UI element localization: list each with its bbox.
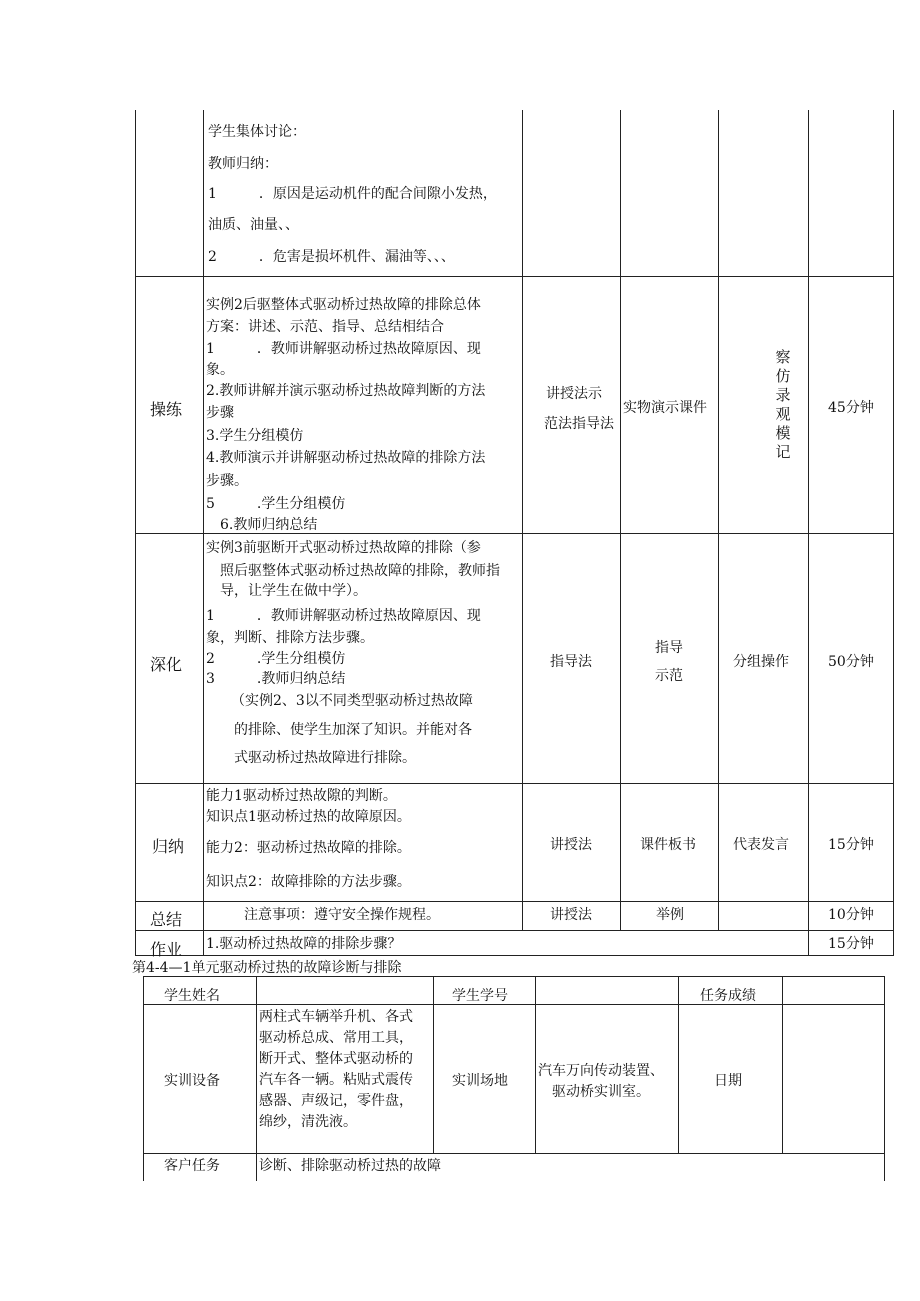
time-value: 15分钟: [828, 936, 874, 952]
grid-line: [135, 930, 894, 931]
content-line: 象。: [206, 362, 234, 378]
grid-line: [135, 955, 894, 956]
task-score-label: 任务成绩: [700, 988, 756, 1004]
time-value: 50分钟: [828, 654, 874, 670]
customer-task-label: 客户任务: [164, 1158, 220, 1174]
content-line: 注意事项：遵守安全操作规程。: [244, 907, 440, 923]
date-label: 日期: [714, 1073, 742, 1089]
content-line: 4.教师演示并讲解驱动桥过热故障的排除方法: [206, 450, 486, 466]
content-line: （实例2、3以不同类型驱动桥过热故障: [224, 693, 473, 709]
teaching-media: 指导: [655, 640, 683, 656]
content-line: 油质、油量、、: [208, 217, 299, 233]
content-line: 2 ．危害是损坏机件、漏油等、、、: [208, 249, 455, 265]
grid-line: [433, 976, 434, 1153]
grid-line: [884, 976, 885, 1181]
site-label: 实训场地: [452, 1073, 508, 1089]
grid-line: [143, 976, 144, 1181]
teaching-method: 讲授法示: [546, 386, 602, 402]
content-line: 实例3前驱断开式驱动桥过热故障的排除（参: [206, 540, 481, 556]
equipment-label: 实训设备: [164, 1073, 220, 1089]
grid-line: [135, 783, 894, 784]
content-line: 3.学生分组模仿: [206, 428, 304, 444]
content-line: 1 ．教师讲解驱动桥过热故障原因、现: [206, 608, 481, 624]
content-line: 导，让学生在做中学）。: [206, 583, 367, 599]
content-line: 1.驱动桥过热故障的排除步骤？: [206, 936, 402, 952]
student-activity: 察仿录观模记: [775, 348, 791, 461]
equipment-line: 两柱式车辆举升机、各式: [259, 1009, 413, 1025]
equipment-line: 断开式、整体式驱动桥的: [259, 1051, 413, 1067]
grid-line: [678, 976, 679, 1153]
site-line: 驱动桥实训室。: [552, 1084, 650, 1100]
grid-line: [256, 976, 257, 1181]
grid-line: [782, 976, 783, 1153]
teaching-media: 示范: [655, 668, 683, 684]
customer-task-value: 诊断、排除驱动桥过热的故障: [259, 1158, 441, 1174]
time-value: 15分钟: [828, 837, 874, 853]
teaching-method: 讲授法: [550, 837, 592, 853]
stage-label: 操练: [150, 400, 183, 419]
content-line: 步骤: [206, 405, 234, 421]
grid-line: [143, 1004, 885, 1005]
grid-line: [522, 110, 523, 931]
stage-label: 总结: [150, 910, 183, 929]
student-activity: 分组操作: [733, 654, 789, 670]
content-line: 的排除、使学生加深了知识。并能对各: [220, 722, 472, 738]
time-value: 45分钟: [828, 400, 874, 416]
content-line: 式驱动桥过热故障进行排除。: [220, 750, 416, 766]
content-line: 2 .学生分组模仿: [206, 651, 346, 667]
equipment-line: 汽车各一辆。粘贴式震传: [259, 1072, 413, 1088]
content-line: 教师归纳：: [208, 156, 278, 172]
teaching-method: 讲授法: [550, 907, 592, 923]
grid-line: [143, 1153, 885, 1154]
content-line: 6.教师归纳总结: [206, 517, 318, 533]
content-line: 能力2：驱动桥过热故障的排除。: [206, 840, 411, 856]
teaching-method: 指导法: [550, 654, 592, 670]
stage-label: 深化: [150, 655, 183, 674]
content-line: 方案：讲述、示范、指导、总结相结合: [206, 319, 444, 335]
content-line: 1 ．教师讲解驱动桥过热故障原因、现: [206, 341, 481, 357]
content-line: 能力1驱动桥过热故隙的判断。: [206, 788, 397, 804]
content-line: 步骤。: [206, 473, 248, 489]
content-line: 学生集体讨论：: [208, 124, 306, 140]
teaching-method: 范法指导法: [544, 416, 614, 432]
content-line: 实例2后驱整体式驱动桥过热故障的排除总体: [206, 297, 481, 313]
equipment-line: 驱动桥总成、常用工具，: [259, 1030, 413, 1046]
grid-line: [143, 976, 885, 977]
unit-caption: 第4-4—1单元驱动桥过热的故障诊断与排除: [132, 960, 402, 976]
site-line: 汽车万向传动装置、: [538, 1063, 664, 1079]
grid-line: [620, 110, 621, 931]
student-name-label: 学生姓名: [164, 988, 220, 1004]
content-line: 照后驱整体式驱动桥过热故障的排除，教师指: [206, 563, 500, 579]
content-line: 1 ．原因是运动机件的配合间隙小发热，: [208, 186, 497, 202]
stage-label: 作业: [150, 940, 183, 959]
student-activity: 代表发言: [733, 837, 789, 853]
equipment-line: 绵纱，清洗液。: [259, 1114, 357, 1130]
content-line: 知识点2：故障排除的方法步骤。: [206, 874, 411, 890]
grid-line: [135, 901, 894, 902]
time-value: 10分钟: [828, 907, 874, 923]
content-line: 2.教师讲解并演示驱动桥过热故障判断的方法: [206, 383, 486, 399]
stage-label: 归纳: [152, 837, 185, 856]
content-line: 知识点1驱动桥过热的故障原因。: [206, 809, 411, 825]
teaching-media: 举例: [656, 907, 684, 923]
grid-line: [135, 276, 894, 277]
student-id-label: 学生学号: [452, 988, 508, 1004]
content-line: 象，判断、排除方法步骤。: [206, 630, 374, 646]
content-line: 3 .教师归纳总结: [206, 671, 346, 687]
equipment-line: 感器、声级记，零件盘，: [259, 1093, 413, 1109]
teaching-media: 课件板书: [640, 837, 696, 853]
grid-line: [718, 110, 719, 931]
teaching-media: 实物演示课件: [623, 400, 707, 416]
content-line: 5 .学生分组模仿: [206, 496, 346, 512]
grid-line: [535, 976, 536, 1153]
